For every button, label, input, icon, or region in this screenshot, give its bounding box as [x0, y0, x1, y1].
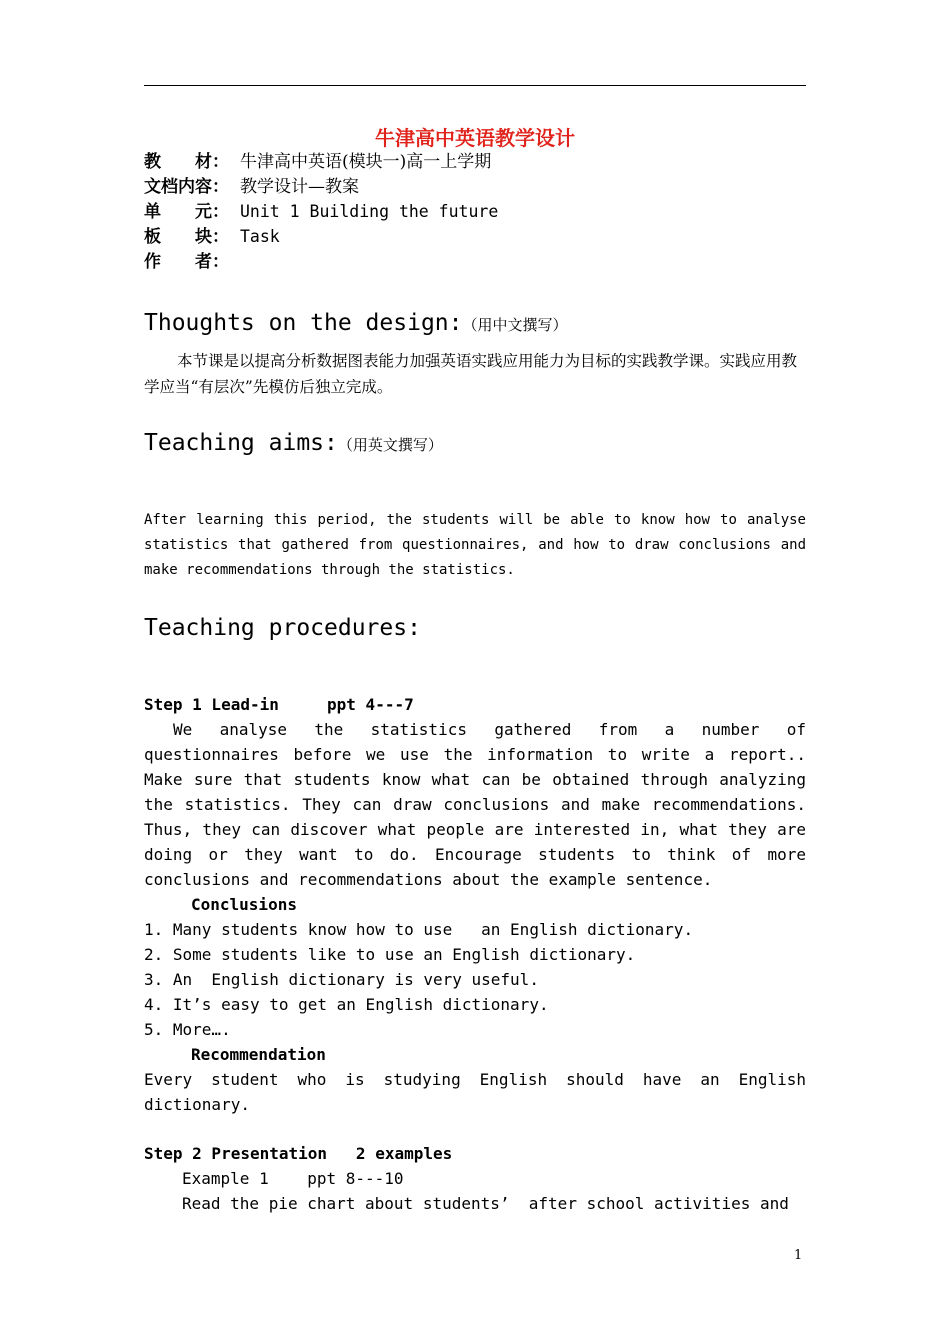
meta-key: 单 元： [144, 202, 229, 222]
document-title: 牛津高中英语教学设计 [375, 126, 575, 150]
meta-row-author [144, 249, 498, 274]
aims-heading [144, 430, 443, 456]
meta-value: 教学设计—教案 [240, 177, 359, 197]
meta-row-content [144, 174, 498, 199]
design-heading-text: Thoughts on the design: [144, 310, 463, 336]
meta-table [144, 149, 498, 274]
list-item: 2. Some students like to use an English dictionary. [144, 945, 636, 964]
step1-heading: Step 1 Lead-in ppt 4---7 [144, 695, 414, 714]
meta-value: Unit 1 Building the future [240, 202, 499, 221]
page-number: 1 [794, 1248, 803, 1263]
meta-row-textbook [144, 149, 498, 174]
meta-row-unit [144, 199, 498, 224]
meta-key: 教 材： [144, 152, 229, 172]
meta-row-section [144, 224, 498, 249]
procedures-heading: Teaching procedures: [144, 615, 421, 641]
design-heading [144, 310, 568, 336]
design-heading-note: （用中文撰写） [462, 316, 568, 334]
aims-heading-text: Teaching aims: [144, 430, 338, 456]
header-rule [144, 85, 806, 86]
list-item: 1. Many students know how to use an English dictionary. [144, 920, 694, 939]
meta-value: Task [240, 227, 280, 246]
example-label: Example 1 ppt 8---10 [182, 1169, 404, 1188]
aims-paragraph: After learning this period, the students will be able to know how to analyse statistics that gathered from questionnaires, and how to draw conclusions and make recommendations through the statistics. [144, 512, 806, 578]
step2-heading: Step 2 Presentation 2 examples [144, 1144, 453, 1163]
list-item: 5. More…. [144, 1020, 231, 1039]
recommendation-label: Recommendation [191, 1045, 326, 1064]
step1-paragraph: We analyse the statistics gathered from a number of questionnaires before we use the information to write a report.. Make sure that students know what can be obtained through analyzing the statistics. They can draw conclusions and make recommendations. Thus, they can discover what people are interested in, what they are doing or they want to do. Encourage students to think of more conclusions and recommendations about the example sentence. [144, 720, 806, 889]
list-item: 3. An English dictionary is very useful. [144, 970, 539, 989]
aims-heading-note: （用英文撰写） [337, 436, 443, 454]
meta-value: 牛津高中英语(模块一)高一上学期 [240, 152, 492, 172]
step1-block [144, 692, 806, 1117]
meta-key: 板 块： [144, 227, 229, 247]
recommendation-text: Every student who is studying English should have an English dictionary. [144, 1070, 806, 1114]
design-paragraph: 本节课是以提高分析数据图表能力加强英语实践应用能力为目标的实践教学课。实践应用教学应当“有层次”先模仿后独立完成。 [144, 352, 798, 396]
step2-block [144, 1141, 806, 1216]
list-item: 4. It’s easy to get an English dictionary. [144, 995, 549, 1014]
step2-paragraph: Read the pie chart about students’ after school activities and [182, 1194, 789, 1213]
meta-key: 文档内容： [144, 177, 229, 197]
meta-key: 作 者： [144, 252, 229, 272]
conclusions-label: Conclusions [191, 895, 297, 914]
